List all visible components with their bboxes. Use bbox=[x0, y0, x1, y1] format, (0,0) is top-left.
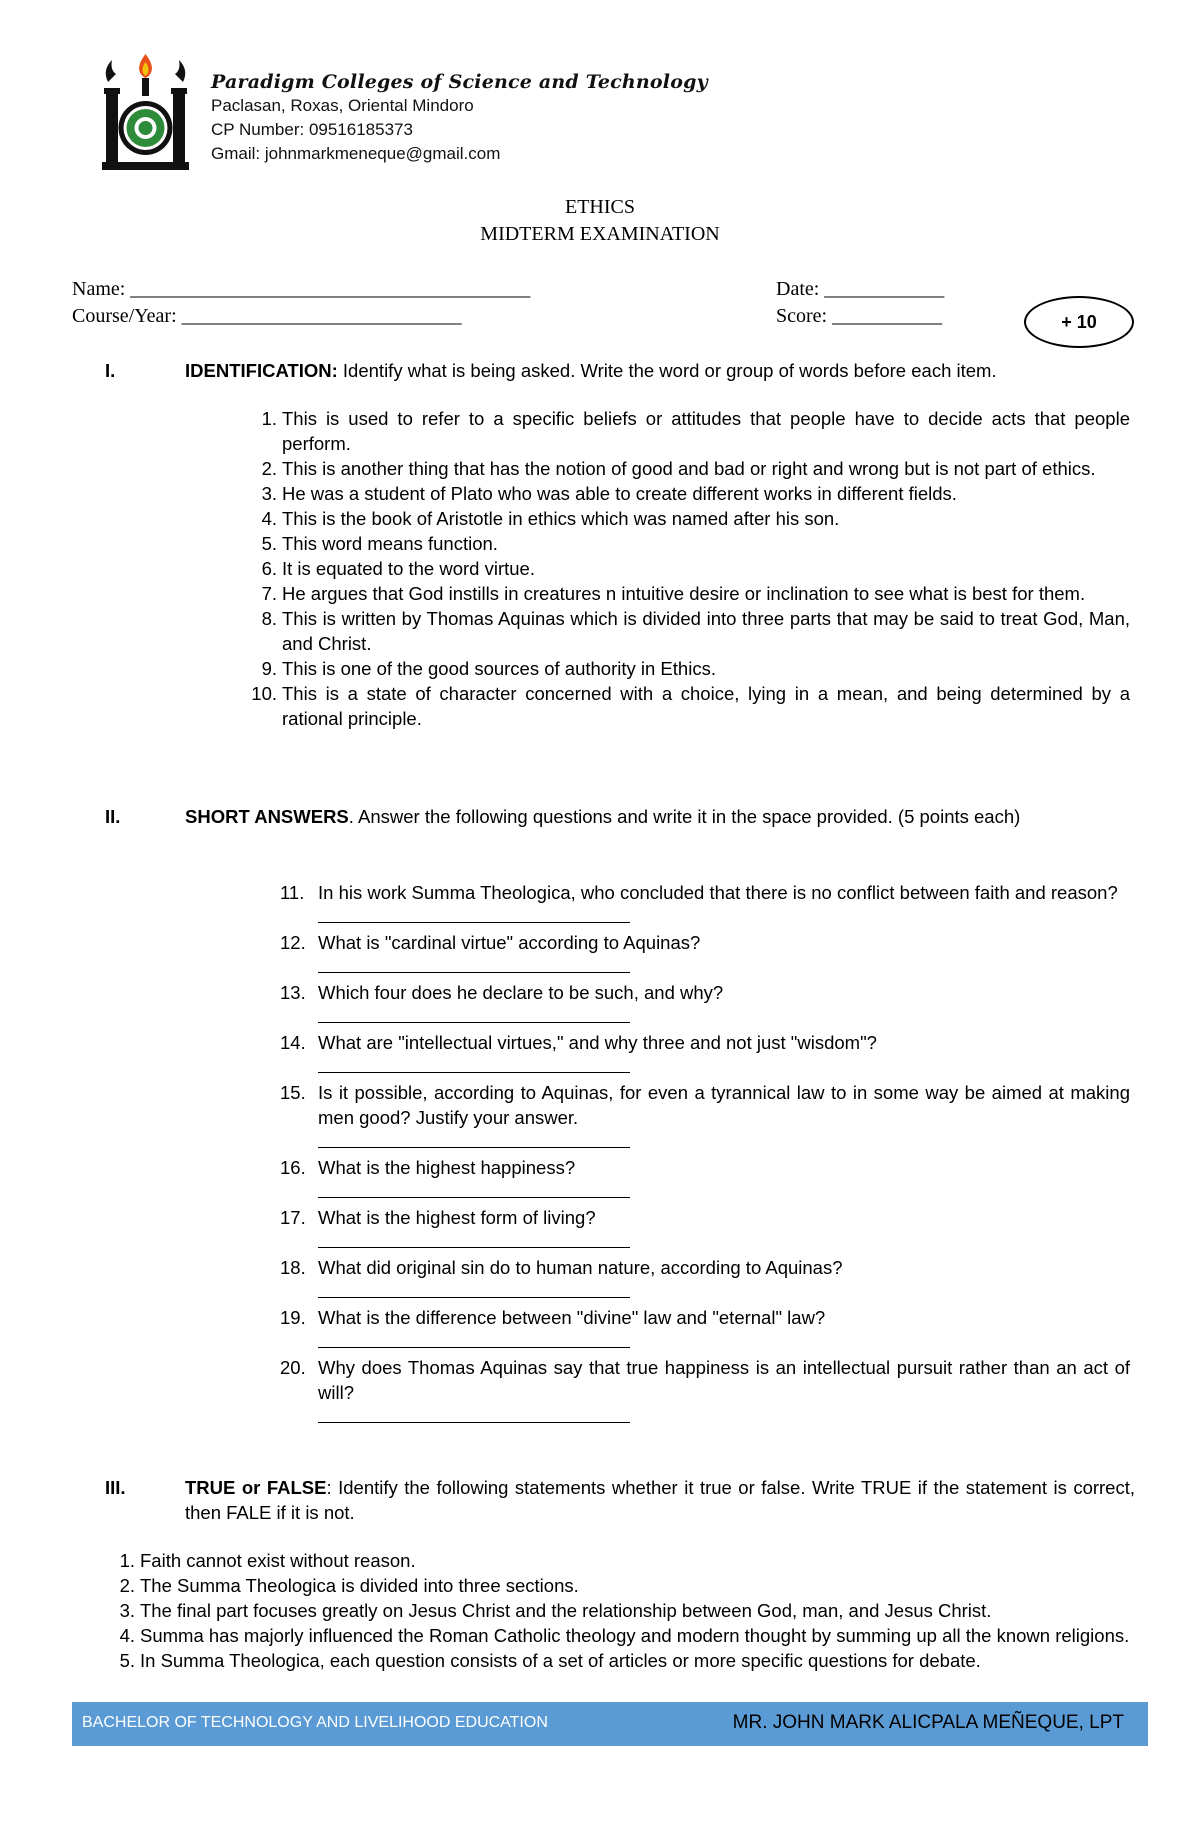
item-number: 20. bbox=[280, 1357, 306, 1378]
question bbox=[280, 1080, 1130, 1130]
short-answer-item bbox=[280, 1305, 1130, 1348]
item-number: 2. bbox=[119, 1575, 135, 1596]
item-number: 12. bbox=[280, 932, 306, 953]
question bbox=[280, 880, 1130, 905]
item-number: 7. bbox=[261, 583, 277, 604]
item-number: 2. bbox=[261, 458, 277, 479]
item-text: Why does Thomas Aquinas say that true happiness is an intellectual pursuit rather than an act of will? bbox=[318, 1357, 1130, 1403]
true-false-item bbox=[105, 1598, 1130, 1623]
item-number: 8. bbox=[261, 608, 277, 629]
item-number: 10. bbox=[251, 683, 277, 704]
item-number: 16. bbox=[280, 1157, 306, 1178]
item-number: 14. bbox=[280, 1032, 306, 1053]
item-text: What is the difference between "divine" law and "eternal" law? bbox=[318, 1307, 826, 1328]
short-answer-item bbox=[280, 980, 1130, 1023]
answer-line[interactable] bbox=[318, 905, 630, 923]
item-text: Summa has majorly influenced the Roman Catholic theology and modern thought by summing up all the known religions. bbox=[140, 1625, 1130, 1646]
item-number: 9. bbox=[261, 658, 277, 679]
item-number: 19. bbox=[280, 1307, 306, 1328]
true-false-list bbox=[105, 1548, 1130, 1673]
item-number: 3. bbox=[119, 1600, 135, 1621]
item-number: 3. bbox=[261, 483, 277, 504]
school-logo bbox=[98, 52, 193, 172]
score-mark: + 10 bbox=[1024, 296, 1134, 348]
item-number: 4. bbox=[261, 508, 277, 529]
item-text: This is another thing that has the notion of good and bad or right and wrong but is not part of ethics. bbox=[282, 458, 1096, 479]
short-answer-item bbox=[280, 930, 1130, 973]
short-answer-list bbox=[280, 880, 1130, 1430]
identification-item bbox=[247, 456, 1130, 481]
cp-number: CP Number: 09516185373 bbox=[211, 120, 413, 139]
date-field: Date: ____________ bbox=[776, 278, 945, 300]
short-answer-item bbox=[280, 1080, 1130, 1148]
answer-line[interactable] bbox=[318, 1005, 630, 1023]
item-number: 4. bbox=[119, 1625, 135, 1646]
true-false-item bbox=[105, 1573, 1130, 1598]
answer-line[interactable] bbox=[318, 1230, 630, 1248]
section-heading: SHORT ANSWERS bbox=[185, 806, 349, 827]
identification-item bbox=[247, 556, 1130, 581]
score-field: Score: ___________ bbox=[776, 305, 943, 327]
identification-item bbox=[247, 506, 1130, 531]
item-number: 15. bbox=[280, 1082, 306, 1103]
answer-line[interactable] bbox=[318, 1180, 630, 1198]
item-text: This is used to refer to a specific beliefs or attitudes that people have to decide acts that people perform. bbox=[282, 408, 1130, 454]
question bbox=[280, 1355, 1130, 1405]
question bbox=[280, 930, 1130, 955]
exam-subject: ETHICS bbox=[565, 196, 635, 218]
answer-line[interactable] bbox=[318, 1330, 630, 1348]
item-text: In Summa Theologica, each question consists of a set of articles or more specific questions for debate. bbox=[140, 1650, 981, 1671]
section-number: II. bbox=[105, 806, 121, 827]
item-number: 11. bbox=[280, 882, 305, 903]
section-heading: IDENTIFICATION: bbox=[185, 360, 338, 381]
item-text: The Summa Theologica is divided into three sections. bbox=[140, 1575, 579, 1596]
footer-instructor: MR. JOHN MARK ALICPALA MEÑEQUE, LPT bbox=[732, 1712, 1124, 1733]
name-field: Name: ________________________________________ bbox=[72, 278, 531, 300]
item-number: 18. bbox=[280, 1257, 306, 1278]
item-text: What is "cardinal virtue" according to Aquinas? bbox=[318, 932, 701, 953]
question bbox=[280, 1255, 1130, 1280]
course-year-field: Course/Year: ____________________________ bbox=[72, 305, 462, 327]
school-name: Paradigm Colleges of Science and Technology bbox=[211, 71, 708, 93]
item-text: Faith cannot exist without reason. bbox=[140, 1550, 416, 1571]
identification-item bbox=[247, 406, 1130, 456]
section-instruction: Identify what is being asked. Write the word or group of words before each item. bbox=[337, 360, 997, 381]
identification-item bbox=[247, 681, 1130, 731]
identification-item bbox=[247, 581, 1130, 606]
item-text: He was a student of Plato who was able to create different works in different fields. bbox=[282, 483, 957, 504]
section-instruction: : Identify the following statements whether it true or false. Write TRUE if the statement is correct, then FALE if it is not. bbox=[185, 1477, 1135, 1523]
item-number: 17. bbox=[280, 1207, 306, 1228]
item-number: 13. bbox=[280, 982, 306, 1003]
question bbox=[280, 980, 1130, 1005]
exam-title: MIDTERM EXAMINATION bbox=[480, 223, 720, 245]
school-info bbox=[211, 70, 708, 166]
identification-item bbox=[247, 531, 1130, 556]
question bbox=[280, 1305, 1130, 1330]
item-text: What did original sin do to human nature, according to Aquinas? bbox=[318, 1257, 843, 1278]
item-text: The final part focuses greatly on Jesus Christ and the relationship between God, man, and Jesus Christ. bbox=[140, 1600, 992, 1621]
true-false-item bbox=[105, 1648, 1130, 1673]
identification-list bbox=[247, 406, 1130, 731]
question bbox=[280, 1155, 1130, 1180]
item-text: In his work Summa Theologica, who concluded that there is no conflict between faith and reason? bbox=[318, 882, 1118, 903]
item-text: What is the highest happiness? bbox=[318, 1157, 576, 1178]
item-text: This is one of the good sources of authority in Ethics. bbox=[282, 658, 716, 679]
item-text: This is written by Thomas Aquinas which is divided into three parts that may be said to treat God, Man, and Christ. bbox=[282, 608, 1130, 654]
item-text: This is a state of character concerned with a choice, lying in a mean, and being determined by a rational principle. bbox=[282, 683, 1130, 729]
true-false-item bbox=[105, 1548, 1130, 1573]
item-number: 6. bbox=[261, 558, 277, 579]
footer-bar bbox=[72, 1702, 1148, 1746]
section-instruction: . Answer the following questions and write it in the space provided. (5 points each) bbox=[348, 806, 1021, 827]
question bbox=[280, 1205, 1130, 1230]
section-heading: TRUE or FALSE bbox=[185, 1477, 327, 1498]
item-text: What is the highest form of living? bbox=[318, 1207, 596, 1228]
item-text: Is it possible, according to Aquinas, for even a tyrannical law to in some way be aimed at making men good? Justify your answer. bbox=[318, 1082, 1130, 1128]
question bbox=[280, 1030, 1130, 1055]
true-false-item bbox=[105, 1623, 1130, 1648]
short-answer-item bbox=[280, 1205, 1130, 1248]
answer-line[interactable] bbox=[318, 1130, 630, 1148]
short-answer-item bbox=[280, 1255, 1130, 1298]
answer-line[interactable] bbox=[318, 955, 630, 973]
short-answer-item bbox=[280, 1030, 1130, 1073]
item-number: 5. bbox=[261, 533, 277, 554]
answer-line[interactable] bbox=[318, 1405, 630, 1423]
section-number: I. bbox=[105, 360, 116, 381]
short-answer-item bbox=[280, 880, 1130, 923]
school-address: Paclasan, Roxas, Oriental Mindoro bbox=[211, 96, 474, 115]
short-answer-item bbox=[280, 1155, 1130, 1198]
gmail: Gmail: johnmarkmeneque@gmail.com bbox=[211, 144, 501, 163]
identification-item bbox=[247, 481, 1130, 506]
answer-line[interactable] bbox=[318, 1055, 630, 1073]
footer-program: BACHELOR OF TECHNOLOGY AND LIVELIHOOD EDUCATION bbox=[82, 1714, 548, 1731]
identification-item bbox=[247, 606, 1130, 656]
item-text: What are "intellectual virtues," and why three and not just "wisdom"? bbox=[318, 1032, 877, 1053]
item-number: 5. bbox=[119, 1650, 135, 1671]
answer-line[interactable] bbox=[318, 1280, 630, 1298]
item-number: 1. bbox=[119, 1550, 135, 1571]
item-text: He argues that God instills in creatures n intuitive desire or inclination to see what is best for them. bbox=[282, 583, 1086, 604]
item-text: It is equated to the word virtue. bbox=[282, 558, 535, 579]
section-number: III. bbox=[105, 1477, 126, 1498]
identification-item bbox=[247, 656, 1130, 681]
short-answer-item bbox=[280, 1355, 1130, 1423]
item-number: 1. bbox=[261, 408, 277, 429]
item-text: This is the book of Aristotle in ethics which was named after his son. bbox=[282, 508, 840, 529]
item-text: Which four does he declare to be such, and why? bbox=[318, 982, 724, 1003]
item-text: This word means function. bbox=[282, 533, 498, 554]
